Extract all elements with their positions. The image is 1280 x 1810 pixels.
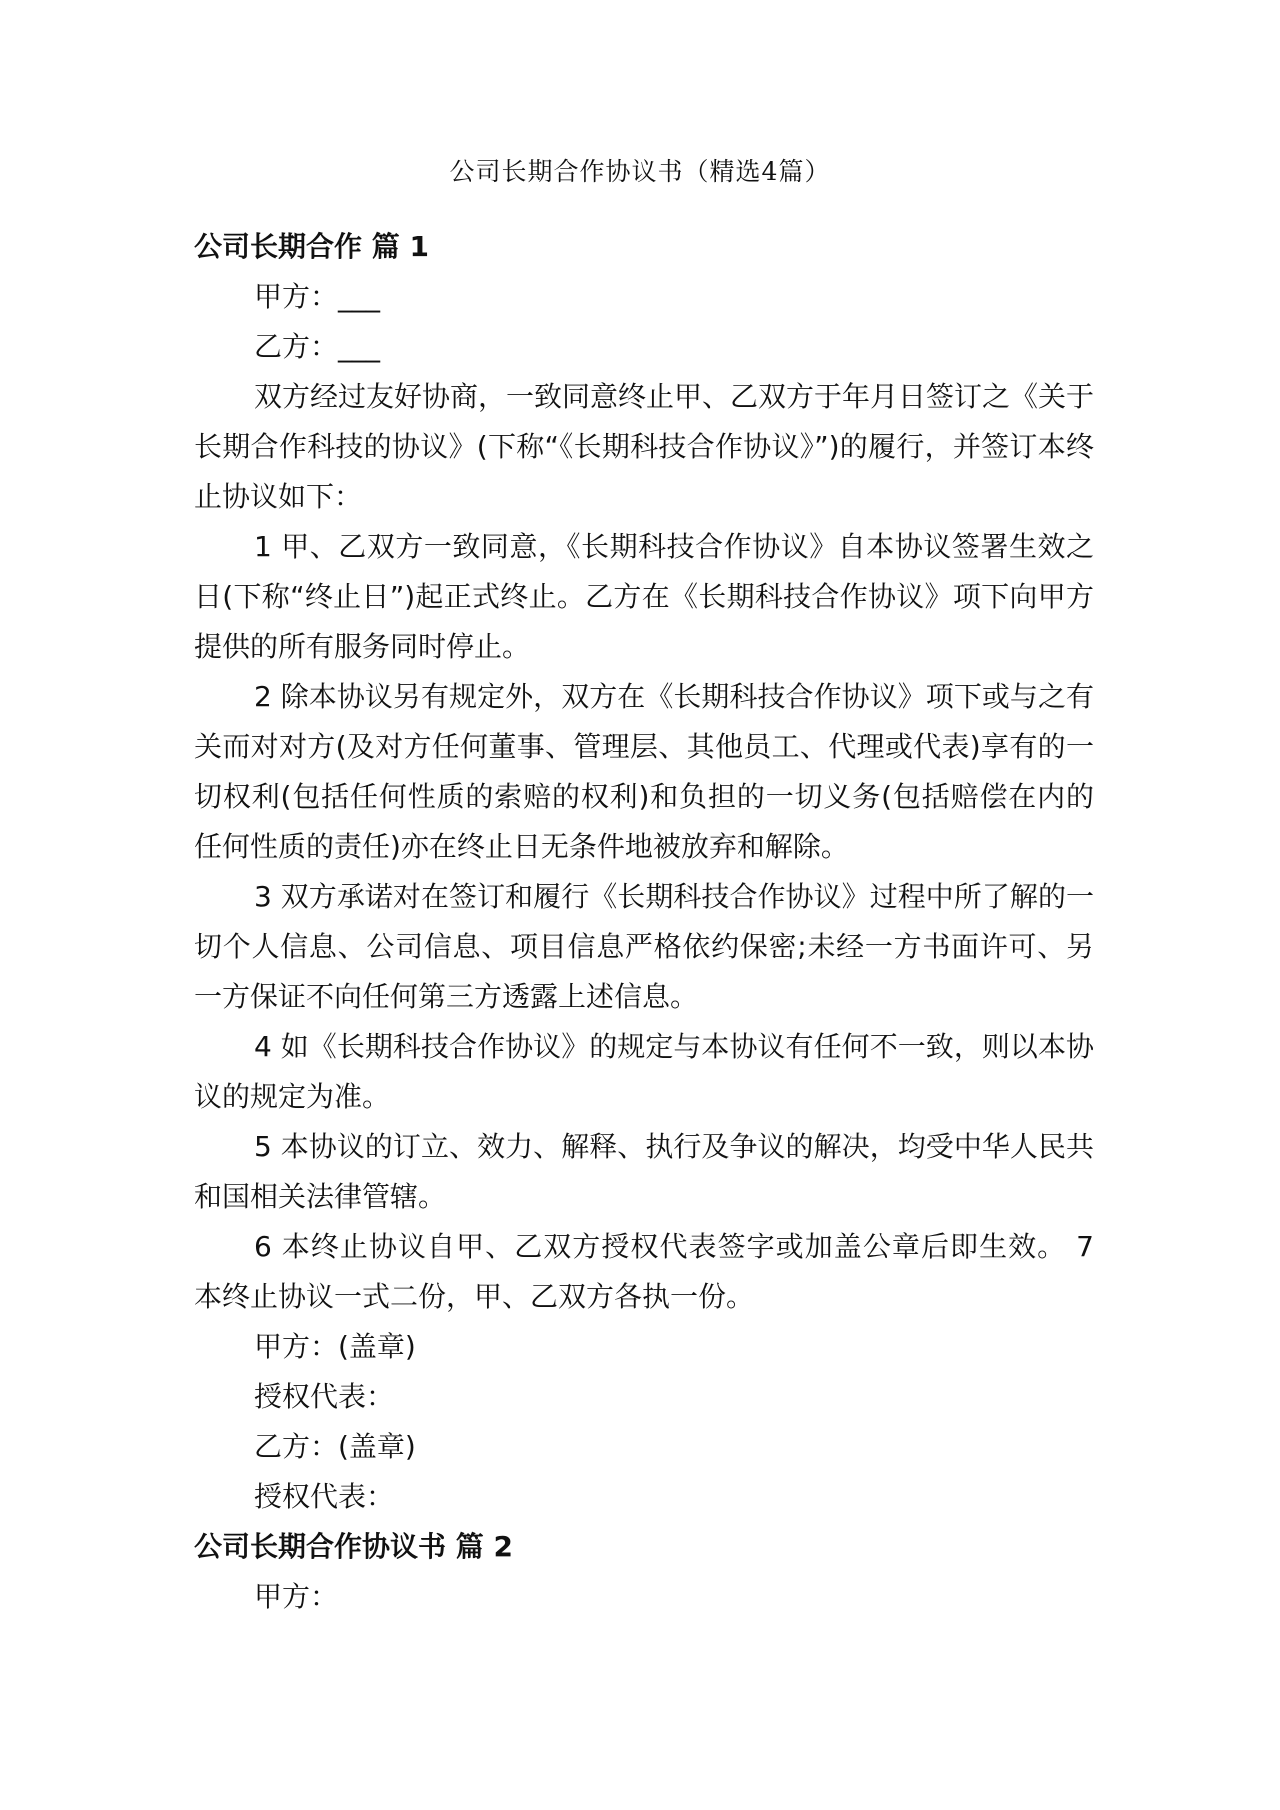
intro-paragraph: 双方经过友好协商，一致同意终止甲、乙双方于年月日签订之《关于长期合作科技的协议》(下称“《长期科技合作协议》”)的履行，并签订本终止协议如下： <box>194 380 1095 513</box>
clause-3: 3 双方承诺对在签订和履行《长期科技合作协议》过程中所了解的一切个人信息、公司信息、项目信息严格依约保密;未经一方书面许可、另一方保证不向任何第三方透露上述信息。 <box>194 880 1094 1013</box>
clause-2: 2 除本协议另有规定外，双方在《长期科技合作协议》项下或与之有关而对对方(及对方任何董事、管理层、其他员工、代理或代表)享有的一切权利(包括任何性质的索赔的权利)和负担的一切义务(包括赔偿在内的任何性质的责任)亦在终止日无条件地被放弃和解除。 <box>194 680 1094 863</box>
section-2-party-a-line: 甲方： <box>254 1580 339 1613</box>
signature-party-b: 乙方：(盖章) <box>254 1430 416 1463</box>
section-2-heading: 公司长期合作协议书 篇 2 <box>194 1530 513 1563</box>
party-b-line: 乙方：___ <box>254 330 381 363</box>
authorized-rep-a: 授权代表： <box>254 1380 395 1413</box>
clause-5: 5 本协议的订立、效力、解释、执行及争议的解决，均受中华人民共和国相关法律管辖。 <box>194 1130 1094 1213</box>
section-1-heading: 公司长期合作 篇 1 <box>194 230 429 263</box>
authorized-rep-b: 授权代表： <box>254 1480 395 1513</box>
document-body <box>194 222 1094 1622</box>
document-title: 公司长期合作协议书（精选4篇） <box>449 157 831 186</box>
clause-1: 1 甲、乙双方一致同意，《长期科技合作协议》自本协议签署生效之日(下称“终止日”)起正式终止。乙方在《长期科技合作协议》项下向甲方提供的所有服务同时停止。 <box>194 530 1094 663</box>
clause-4: 4 如《长期科技合作协议》的规定与本协议有任何不一致，则以本协议的规定为准。 <box>194 1030 1094 1113</box>
party-a-line: 甲方：___ <box>254 280 381 313</box>
signature-party-a: 甲方：(盖章) <box>254 1330 416 1363</box>
clause-6-7: 6 本终止协议自甲、乙双方授权代表签字或加盖公章后即生效。 7 本终止协议一式二份，甲、乙双方各执一份。 <box>194 1230 1094 1313</box>
